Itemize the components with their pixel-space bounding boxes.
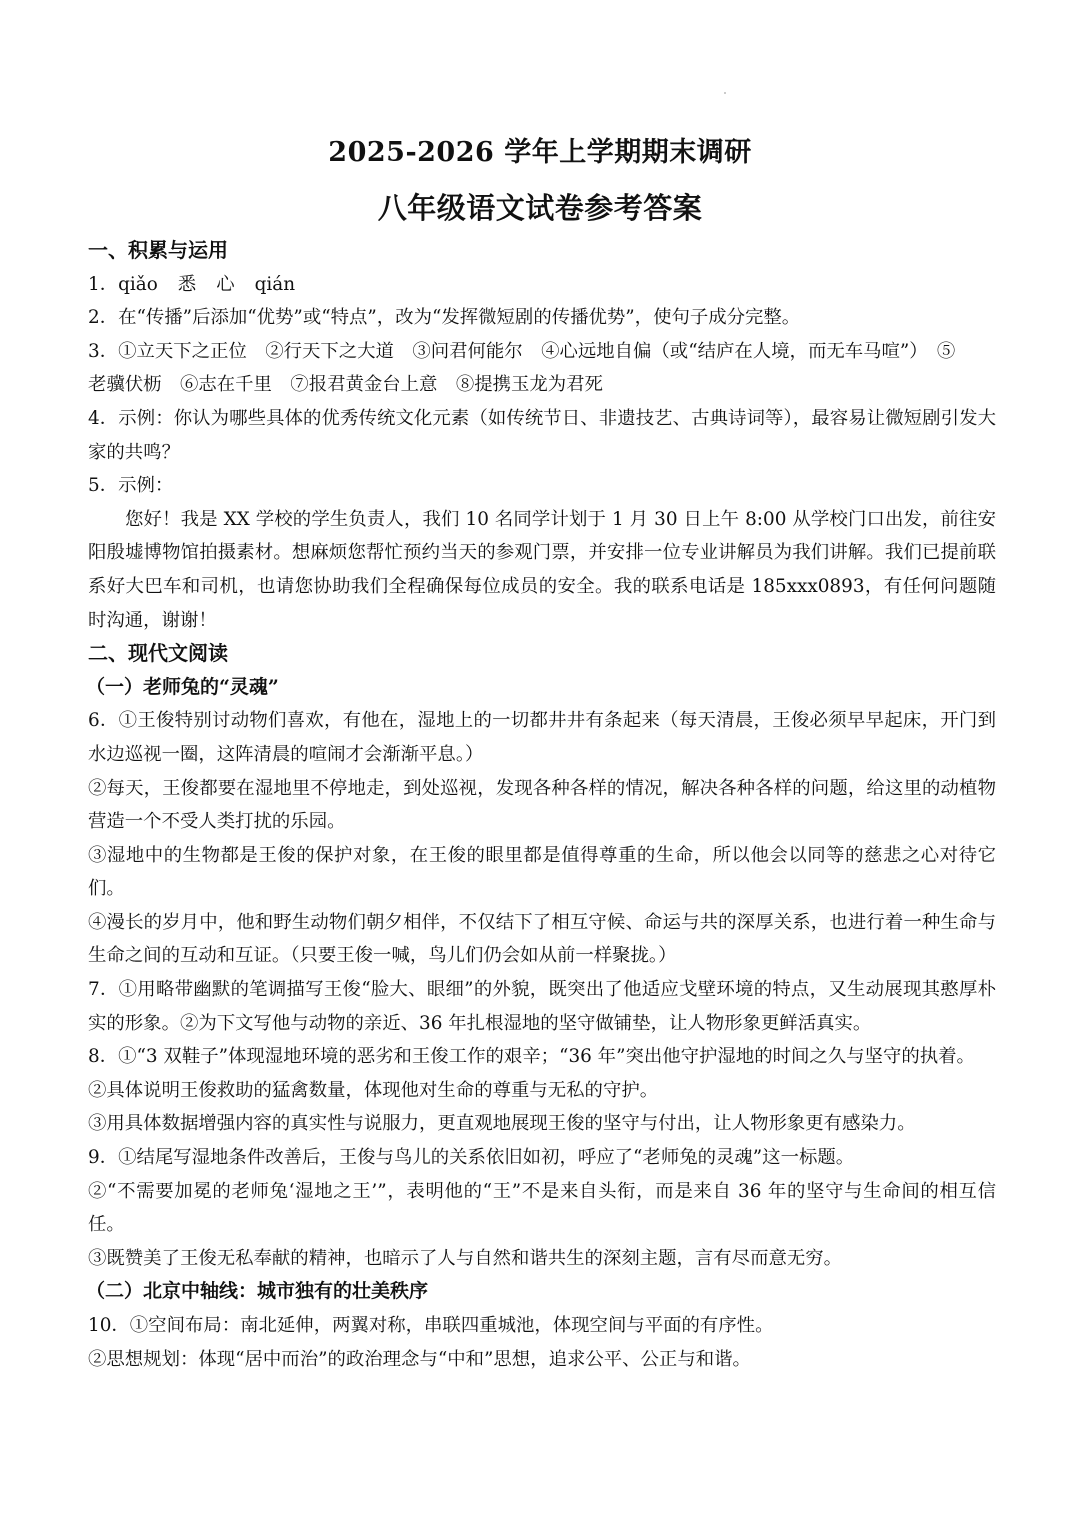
answer-q3-line1: 3．①立天下之正位 ②行天下之大道 ③问君何能尔 ④心远地自偏（或“结庐在人境，而无车马喧”） ⑤	[88, 340, 956, 362]
part1-heading: （一）老师兔的“灵魂”	[86, 675, 279, 698]
section2-heading: 二、现代文阅读	[88, 641, 228, 666]
answer-q9-3: ③既赞美了王俊无私奉献的精神，也暗示了人与自然和谐共生的深刻主题，言有尽而意无穷。	[88, 1247, 843, 1269]
answer-q5-label: 5．示例：	[88, 475, 174, 497]
answer-q4: 4．示例：你认为哪些具体的优秀传统文化元素（如传统节日、非遗技艺、古典诗词等），最容易让微短剧引发大家的共鸣？	[88, 407, 996, 463]
answer-q1	[88, 268, 996, 302]
answer-q10-2: ②思想规划：体现“居中而治”的政治理念与“中和”思想，追求公平、公正与和谐。	[88, 1348, 751, 1370]
answer-q8-3: ③用具体数据增强内容的真实性与说服力，更直观地展现王俊的坚守与付出，让人物形象更有感染力。	[88, 1113, 916, 1135]
q1-item-1: qiǎo	[118, 273, 158, 295]
answer-q9-2: ②“不需要加冕的老师兔‘湿地之王’”，表明他的“王”不是来自头衔，而是来自 36 年的坚守与生命间的相互信任。	[88, 1180, 996, 1236]
answer-q5-body: 您好！我是 XX 学校的学生负责人，我们 10 名同学计划于 1 月 30 日上午 8:00 从学校门口出发，前往安阳殷墟博物馆拍摄素材。想麻烦您帮忙预约当天的参观门票，并安排一位专业讲解员为我们讲解。我们已提前联系好大巴车和司机，也请您协助我们全程确保每位成员的安全。我的联系电话是 185xxx0893，有任何问题随时沟通，谢谢！	[88, 508, 996, 631]
answer-q8-1: 8．①“3 双鞋子”体现湿地环境的恶劣和王俊工作的艰辛；“36 年”突出他守护湿地的时间之久与坚守的执着。	[88, 1046, 975, 1068]
answer-content	[88, 234, 996, 1376]
scan-dot	[724, 92, 726, 94]
part2-heading: （二）北京中轴线：城市独有的壮美秩序	[86, 1280, 429, 1303]
page-title-line1: 2025-2026 学年上学期期末调研	[328, 137, 752, 168]
q1-item-4: qián	[254, 273, 296, 295]
answer-q6-4: ④漫长的岁月中，他和野生动物们朝夕相伴，不仅结下了相互守候、命运与共的深厚关系，也进行着一种生命与生命之间的互动和互证。（只要王俊一喊，鸟儿们仍会如从前一样聚拢。）	[88, 911, 996, 967]
answer-q3-line2: 老骥伏枥 ⑥志在千里 ⑦报君黄金台上意 ⑧提携玉龙为君死	[88, 374, 603, 396]
answer-q6-1: 6．①王俊特别讨动物们喜欢，有他在，湿地上的一切都井井有条起来（每天清晨，王俊必须早早起床，开门到水边巡视一圈，这阵清晨的喧闹才会渐渐平息。）	[88, 710, 996, 765]
answer-q6-3: ③湿地中的生物都是王俊的保护对象，在王俊的眼里都是值得尊重的生命，所以他会以同等的慈悲之心对待它们。	[88, 844, 996, 900]
page-title-line2: 八年级语文试卷参考答案	[377, 191, 703, 225]
answer-q2: 2．在“传播”后添加“优势”或“特点”，改为“发挥微短剧的传播优势”，使句子成分完整。	[88, 307, 801, 329]
answer-q10-1: 10．①空间布局：南北延伸，两翼对称，串联四重城池，体现空间与平面的有序性。	[88, 1315, 774, 1336]
answer-q8-2: ②具体说明王俊救助的猛禽数量，体现他对生命的尊重与无私的守护。	[88, 1079, 659, 1101]
answer-q6-2: ②每天，王俊都要在湿地里不停地走，到处巡视，发现各种各样的情况，解决各种各样的问题，给这里的动植物营造一个不受人类打扰的乐园。	[88, 777, 996, 833]
section1-heading: 一、积累与运用	[88, 238, 228, 262]
answer-q7: 7．①用略带幽默的笔调描写王俊“脸大、眼细”的外貌，既突出了他适应戈壁环境的特点，又生动展现其憨厚朴实的形象。②为下文写他与动物的亲近、36 年扎根湿地的坚守做铺垫，让人物形象更鲜活真实。	[88, 979, 996, 1034]
q1-number: 1．	[88, 273, 119, 295]
q1-item-3: 心	[216, 273, 235, 295]
answer-q9-1: 9．①结尾写湿地条件改善后，王俊与鸟儿的关系依旧如初，呼应了“老师兔的灵魂”这一标题。	[88, 1147, 855, 1169]
q1-item-2: 悉	[177, 273, 197, 295]
